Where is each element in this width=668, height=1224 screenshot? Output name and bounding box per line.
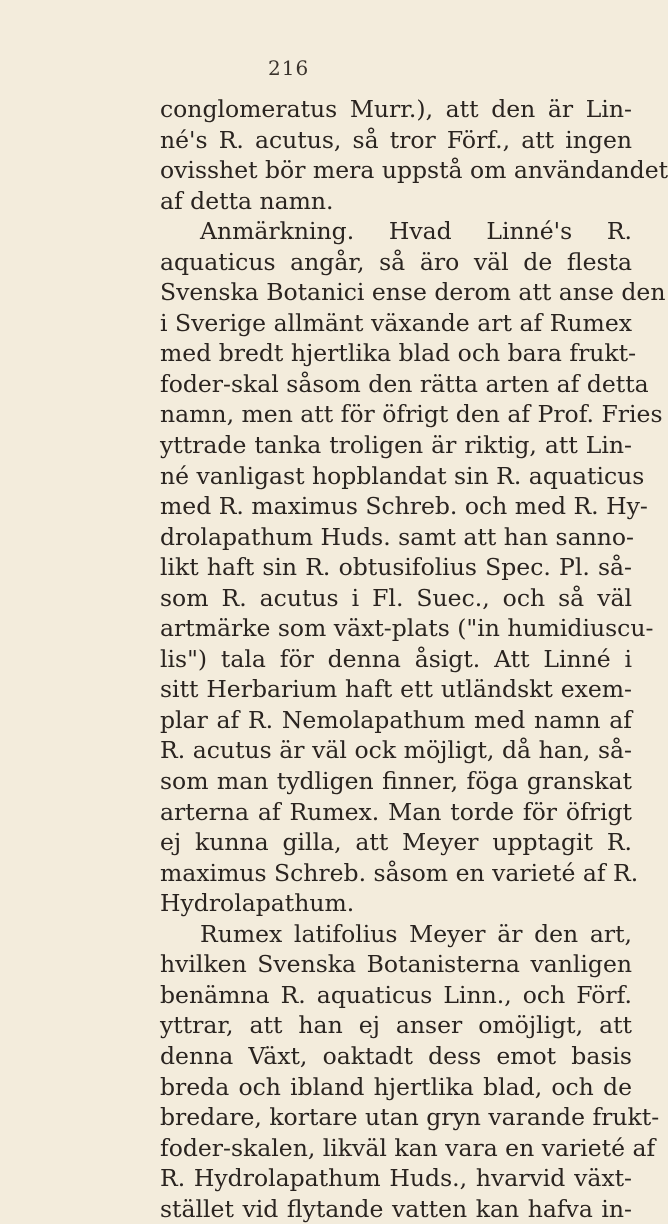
text-line: stället vid flytande vatten kan hafva in- bbox=[160, 1194, 632, 1223]
body-text bbox=[160, 94, 668, 1224]
text-line: som man tydligen finner, föga granskat bbox=[160, 767, 632, 796]
text-line: Svenska Botanici ense derom att anse den bbox=[160, 278, 666, 307]
text-line: ej kunna gilla, att Meyer upptagit R. bbox=[160, 828, 632, 857]
text-line: Hydrolapathum. bbox=[160, 889, 355, 918]
text-line: med bredt hjertlika blad och bara frukt- bbox=[160, 339, 637, 368]
text-line: arterna af Rumex. Man torde för öfrigt bbox=[160, 797, 632, 826]
text-line: i Sverige allmänt växande art af Rumex bbox=[160, 308, 632, 337]
text-line: aquaticus angår, så äro väl de flesta bbox=[160, 247, 632, 276]
text-line: foder-skal såsom den rätta arten af detta bbox=[160, 369, 649, 398]
text-line: né vanligast hopblandat sin R. aquaticus bbox=[160, 461, 645, 490]
text-line: Anmärkning. Hvad Linné's R. bbox=[200, 217, 632, 246]
text-line: af detta namn. bbox=[160, 186, 334, 215]
text-line: breda och ibland hjertlika blad, och de bbox=[160, 1072, 632, 1101]
text-line: R. Hydrolapathum Huds., hvarvid växt- bbox=[160, 1164, 632, 1193]
text-line: Rumex latifolius Meyer är den art, bbox=[200, 919, 632, 948]
text-line: likt haft sin R. obtusifolius Spec. Pl. så- bbox=[160, 553, 632, 582]
text-line: yttrar, att han ej anser omöjligt, att bbox=[160, 1011, 632, 1040]
text-line: ovisshet bör mera uppstå om användandet bbox=[160, 156, 668, 185]
text-line: maximus Schreb. såsom en varieté af R. bbox=[160, 858, 639, 887]
page-number: 216 bbox=[268, 56, 310, 80]
text-line: lis") tala för denna åsigt. Att Linné i bbox=[160, 644, 632, 673]
text-line: hvilken Svenska Botanisterna vanligen bbox=[160, 950, 632, 979]
text-line: R. acutus är väl ock möjligt, då han, så- bbox=[160, 736, 632, 765]
text-line: benämna R. aquaticus Linn., och Förf. bbox=[160, 980, 632, 1009]
text-line: conglomeratus Murr.), att den är Lin- bbox=[160, 95, 632, 123]
text-line: drolapathum Huds. samt att han sanno- bbox=[160, 522, 634, 551]
text-line: artmärke som växt-plats ("in humidiuscu- bbox=[160, 614, 654, 643]
text-line: né's R. acutus, så tror Förf., att ingen bbox=[160, 125, 632, 154]
text-line: foder-skalen, likväl kan vara en varieté af bbox=[160, 1133, 656, 1162]
text-line: denna Växt, oaktadt dess emot basis bbox=[160, 1041, 632, 1070]
text-line: sitt Herbarium haft ett utländskt exem- bbox=[160, 675, 632, 704]
text-line: yttrade tanka troligen är riktig, att Lin- bbox=[160, 431, 632, 460]
text-line: bredare, kortare utan gryn varande frukt- bbox=[160, 1103, 660, 1132]
text-line: med R. maximus Schreb. och med R. Hy- bbox=[160, 492, 648, 521]
text-line: namn, men att för öfrigt den af Prof. Fries bbox=[160, 400, 663, 429]
text-line: som R. acutus i Fl. Suec., och så väl bbox=[160, 583, 632, 612]
text-line: plar af R. Nemolapathum med namn af bbox=[160, 705, 632, 734]
